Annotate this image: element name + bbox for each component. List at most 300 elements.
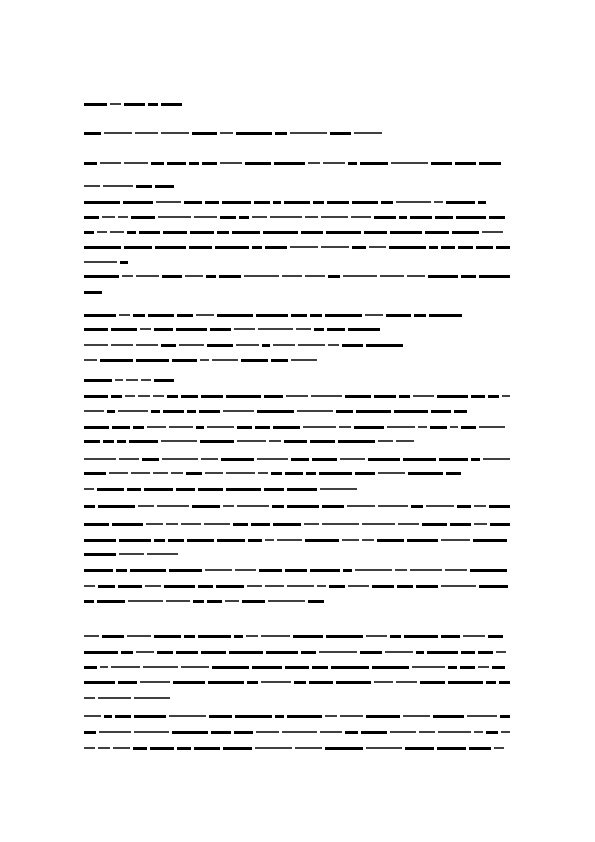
text-word-mark <box>128 600 163 602</box>
text-word-mark <box>441 585 476 587</box>
text-word-mark <box>168 539 184 542</box>
text-word-mark <box>111 344 133 346</box>
text-word-mark <box>482 231 503 233</box>
text-word-mark <box>161 344 176 347</box>
text-word-mark <box>84 344 108 346</box>
text-word-mark <box>184 201 202 204</box>
text-word-mark <box>273 426 300 429</box>
text-word-mark <box>251 523 270 526</box>
text-word-mark <box>217 314 253 317</box>
text-line <box>84 229 510 235</box>
text-line <box>84 312 464 318</box>
text-word-mark <box>84 569 113 572</box>
text-line <box>84 273 510 279</box>
text-word-mark <box>84 395 108 398</box>
text-line <box>84 729 510 735</box>
text-word-mark <box>499 681 510 684</box>
text-word-mark <box>127 635 151 637</box>
text-word-mark <box>119 553 144 555</box>
text-word-mark <box>216 585 244 588</box>
text-word-mark <box>210 328 231 331</box>
text-word-mark <box>285 569 307 572</box>
text-word-mark <box>104 715 112 718</box>
text-word-mark <box>274 162 305 165</box>
text-line <box>84 244 510 250</box>
text-word-mark <box>390 635 401 638</box>
text-word-mark <box>208 681 244 684</box>
text-word-mark <box>310 569 340 572</box>
text-word-mark <box>99 731 131 733</box>
text-word-mark <box>256 731 279 733</box>
text-word-mark <box>265 539 274 541</box>
text-word-mark <box>226 488 261 491</box>
text-word-mark <box>328 344 339 346</box>
text-word-mark <box>407 539 438 542</box>
text-word-mark <box>441 635 460 638</box>
text-word-mark <box>136 275 159 277</box>
text-word-mark <box>120 261 128 264</box>
text-word-mark <box>232 231 260 234</box>
text-word-mark <box>311 395 342 397</box>
text-word-mark <box>234 731 253 734</box>
text-word-mark <box>153 395 164 397</box>
text-word-mark <box>129 440 158 443</box>
text-word-mark <box>486 681 496 684</box>
text-word-mark <box>181 523 201 525</box>
text-word-mark <box>181 666 209 668</box>
text-word-mark <box>326 635 363 638</box>
text-word-mark <box>84 600 94 603</box>
text-word-mark <box>144 488 173 491</box>
text-word-mark <box>323 162 345 164</box>
text-word-mark <box>147 553 178 555</box>
text-word-mark <box>142 458 159 461</box>
text-word-mark <box>201 651 226 654</box>
text-word-mark <box>391 162 428 164</box>
text-word-mark <box>84 359 97 361</box>
text-word-mark <box>157 505 189 507</box>
text-word-mark <box>236 132 272 135</box>
text-word-mark <box>127 488 141 491</box>
text-word-mark <box>378 472 405 474</box>
text-word-mark <box>235 715 272 718</box>
text-word-mark <box>157 651 173 654</box>
text-word-mark <box>124 246 152 249</box>
text-word-mark <box>131 472 150 474</box>
text-word-mark <box>381 201 393 204</box>
text-word-mark <box>84 132 101 135</box>
text-word-mark <box>456 216 486 219</box>
text-word-mark <box>427 651 458 654</box>
text-word-mark <box>478 201 486 204</box>
text-word-mark <box>474 731 483 733</box>
text-word-mark <box>133 426 144 429</box>
text-word-mark <box>84 747 95 749</box>
text-word-mark <box>467 715 497 717</box>
text-word-mark <box>347 505 375 507</box>
text-word-mark <box>312 458 337 461</box>
text-word-mark <box>220 162 242 164</box>
text-word-mark <box>102 635 124 638</box>
text-word-mark <box>273 201 281 204</box>
text-word-mark <box>430 426 447 429</box>
text-word-mark <box>115 379 123 381</box>
text-word-mark <box>154 539 165 542</box>
text-word-mark <box>420 681 445 684</box>
text-word-mark <box>501 731 510 733</box>
text-word-mark <box>261 681 291 683</box>
text-word-mark <box>352 201 378 204</box>
text-word-mark <box>237 505 269 507</box>
text-word-mark <box>84 539 116 542</box>
text-word-mark <box>354 132 382 134</box>
text-word-mark <box>192 505 220 508</box>
text-word-mark <box>217 539 245 542</box>
text-word-mark <box>252 666 282 669</box>
text-word-mark <box>326 231 361 234</box>
text-word-mark <box>84 505 95 508</box>
text-word-mark <box>84 201 120 204</box>
text-line <box>84 183 174 189</box>
text-word-mark <box>263 231 298 234</box>
text-word-mark <box>119 458 139 460</box>
text-word-mark <box>245 162 271 165</box>
text-word-mark <box>198 635 231 638</box>
text-word-mark <box>172 731 208 734</box>
text-word-mark <box>179 344 204 346</box>
text-word-mark <box>84 410 104 412</box>
text-word-mark <box>233 523 248 526</box>
text-word-mark <box>369 246 386 248</box>
text-word-mark <box>320 731 342 733</box>
text-word-mark <box>336 410 353 413</box>
text-word-mark <box>134 715 166 718</box>
text-word-mark <box>262 344 270 347</box>
text-word-mark <box>172 359 197 362</box>
text-word-mark <box>205 569 232 571</box>
text-line <box>84 408 468 414</box>
text-word-mark <box>291 314 307 317</box>
text-word-mark <box>184 635 195 638</box>
text-word-mark <box>98 585 115 588</box>
text-word-mark <box>282 731 317 733</box>
text-line <box>84 745 510 751</box>
text-line <box>84 393 510 399</box>
text-word-mark <box>304 523 319 525</box>
text-word-mark <box>138 395 150 397</box>
text-word-mark <box>445 569 467 571</box>
text-word-mark <box>284 440 307 443</box>
text-word-mark <box>407 275 425 277</box>
text-word-mark <box>140 681 170 683</box>
text-word-mark <box>167 395 178 398</box>
text-word-mark <box>209 715 232 718</box>
text-word-mark <box>470 569 507 572</box>
text-word-mark <box>327 201 349 204</box>
text-word-mark <box>314 328 324 331</box>
text-word-mark <box>84 379 112 382</box>
text-word-mark <box>84 426 109 429</box>
text-word-mark <box>321 246 349 248</box>
text-word-mark <box>471 395 485 398</box>
text-word-mark <box>146 523 163 525</box>
text-word-mark <box>189 246 212 249</box>
text-word-mark <box>431 410 451 413</box>
text-word-mark <box>266 651 298 654</box>
text-word-mark <box>261 635 290 637</box>
text-word-mark <box>143 666 178 668</box>
text-word-mark <box>372 666 409 669</box>
text-word-mark <box>277 539 302 541</box>
text-word-mark <box>489 216 505 219</box>
text-word-mark <box>429 314 462 317</box>
text-word-mark <box>97 488 124 491</box>
text-word-mark <box>403 715 430 717</box>
text-word-mark <box>325 715 337 717</box>
text-word-mark <box>145 585 161 587</box>
text-word-mark <box>156 201 181 203</box>
text-word-mark <box>193 600 204 603</box>
text-word-mark <box>448 666 457 669</box>
text-word-mark <box>287 505 319 508</box>
text-word-mark <box>84 440 100 443</box>
text-word-mark <box>84 635 99 637</box>
text-line <box>84 424 510 430</box>
text-word-mark <box>177 747 191 750</box>
text-word-mark <box>259 569 282 572</box>
text-word-mark <box>220 216 236 219</box>
text-line <box>84 551 178 557</box>
text-word-mark <box>84 715 101 717</box>
text-word-mark <box>133 314 145 317</box>
text-word-mark <box>303 426 336 428</box>
text-word-mark <box>385 651 413 653</box>
text-word-mark <box>194 747 220 750</box>
text-word-mark <box>264 395 283 398</box>
text-line <box>84 357 324 363</box>
text-word-mark <box>118 410 148 412</box>
text-word-mark <box>123 201 153 204</box>
text-word-mark <box>164 585 195 588</box>
text-word-mark <box>84 261 117 263</box>
text-word-mark <box>111 666 140 668</box>
text-word-mark <box>287 715 322 718</box>
text-word-mark <box>102 216 115 218</box>
text-word-mark <box>343 275 377 277</box>
text-word-mark <box>331 666 369 669</box>
text-word-mark <box>492 666 505 669</box>
text-word-mark <box>273 523 301 526</box>
text-word-mark <box>396 201 431 203</box>
text-word-mark <box>204 523 230 525</box>
text-word-mark <box>158 216 191 218</box>
text-word-mark <box>244 275 279 277</box>
text-word-mark <box>254 201 270 204</box>
text-word-mark <box>366 344 403 347</box>
text-word-mark <box>153 472 168 474</box>
text-word-mark <box>154 379 174 382</box>
text-word-mark <box>340 715 363 717</box>
text-word-mark <box>404 635 438 638</box>
text-line <box>84 567 510 573</box>
text-word-mark <box>348 585 369 587</box>
text-line <box>84 503 510 509</box>
text-word-mark <box>405 747 434 750</box>
text-word-mark <box>355 472 375 475</box>
text-word-mark <box>416 585 438 588</box>
text-word-mark <box>461 651 475 654</box>
text-word-mark <box>192 132 217 135</box>
text-word-mark <box>461 275 476 278</box>
text-word-mark <box>196 314 214 316</box>
text-word-mark <box>479 426 505 428</box>
text-word-mark <box>343 569 352 572</box>
text-word-mark <box>125 395 135 397</box>
text-word-mark <box>116 569 127 572</box>
text-word-mark <box>110 231 124 233</box>
text-word-mark <box>310 314 322 317</box>
text-line <box>84 199 486 205</box>
text-word-mark <box>121 651 133 654</box>
text-word-mark <box>84 488 94 490</box>
text-word-mark <box>140 328 151 330</box>
text-line <box>84 101 182 107</box>
text-word-mark <box>435 216 453 219</box>
text-word-mark <box>110 103 121 105</box>
text-word-mark <box>118 216 128 218</box>
text-word-mark <box>296 328 311 330</box>
text-word-mark <box>271 359 288 362</box>
text-word-mark <box>186 472 202 475</box>
text-word-mark <box>155 246 186 249</box>
text-word-mark <box>458 246 473 249</box>
text-word-mark <box>301 231 323 234</box>
text-word-mark <box>220 132 233 134</box>
text-word-mark <box>433 715 464 718</box>
text-word-mark <box>234 328 255 330</box>
text-word-mark <box>474 505 486 507</box>
text-line <box>84 470 466 476</box>
text-word-mark <box>338 440 375 443</box>
text-word-mark <box>97 231 107 233</box>
text-word-mark <box>107 410 115 413</box>
text-word-mark <box>122 275 133 277</box>
text-word-mark <box>330 132 351 135</box>
text-word-mark <box>294 681 306 684</box>
text-word-mark <box>320 488 357 490</box>
text-word-mark <box>441 539 470 541</box>
text-word-mark <box>361 731 387 734</box>
text-word-mark <box>502 395 510 397</box>
text-word-mark <box>162 275 182 278</box>
text-word-mark <box>112 426 130 429</box>
text-word-mark <box>226 395 261 398</box>
text-word-mark <box>148 103 158 106</box>
text-word-mark <box>309 681 333 684</box>
text-word-mark <box>418 426 427 428</box>
text-word-mark <box>239 216 249 219</box>
text-word-mark <box>450 426 458 428</box>
text-word-mark <box>134 697 170 699</box>
text-word-mark <box>410 216 432 219</box>
text-word-mark <box>100 359 133 362</box>
text-word-mark <box>348 162 357 165</box>
text-word-mark <box>291 458 309 461</box>
text-word-mark <box>446 472 461 475</box>
text-word-mark <box>201 395 223 398</box>
text-word-mark <box>133 747 147 750</box>
text-word-mark <box>161 132 189 134</box>
text-word-mark <box>479 275 510 278</box>
text-word-mark <box>291 359 317 361</box>
text-word-mark <box>138 505 154 507</box>
text-word-mark <box>469 747 491 750</box>
text-word-mark <box>275 132 287 135</box>
text-word-mark <box>437 747 466 750</box>
text-word-mark <box>84 666 97 669</box>
text-word-mark <box>255 426 270 429</box>
text-line <box>84 377 174 383</box>
text-word-mark <box>362 523 395 525</box>
text-word-mark <box>217 231 229 234</box>
text-word-mark <box>287 488 317 491</box>
text-word-mark <box>422 523 447 526</box>
text-word-mark <box>219 275 241 278</box>
text-word-mark <box>414 314 426 317</box>
text-word-mark <box>352 246 366 249</box>
text-word-mark <box>185 275 203 277</box>
text-word-mark <box>187 539 214 542</box>
text-word-mark <box>431 162 452 165</box>
text-word-mark <box>166 523 178 525</box>
text-word-mark <box>196 426 204 429</box>
text-word-mark <box>131 216 155 219</box>
text-word-mark <box>241 359 268 362</box>
text-word-mark <box>496 246 510 249</box>
text-word-mark <box>162 458 198 460</box>
text-word-mark <box>488 395 499 398</box>
text-word-mark <box>141 379 151 381</box>
text-word-mark <box>135 132 158 134</box>
text-word-mark <box>342 344 363 347</box>
text-line <box>84 326 384 332</box>
text-word-mark <box>413 395 434 397</box>
text-word-mark <box>169 715 206 717</box>
text-line <box>84 342 406 348</box>
text-word-mark <box>84 103 107 106</box>
text-word-mark <box>166 600 190 602</box>
text-word-mark <box>202 162 217 165</box>
text-word-mark <box>226 472 255 474</box>
text-word-mark <box>176 651 198 654</box>
text-word-mark <box>100 666 108 668</box>
text-word-mark <box>84 523 109 526</box>
text-line <box>84 679 510 685</box>
text-word-mark <box>312 666 328 669</box>
text-word-mark <box>84 216 99 219</box>
text-word-mark <box>378 505 408 507</box>
text-word-mark <box>256 314 288 317</box>
text-word-mark <box>454 410 467 413</box>
text-word-mark <box>126 379 138 381</box>
text-word-mark <box>134 731 169 733</box>
text-word-mark <box>173 681 205 684</box>
text-word-mark <box>285 472 303 475</box>
text-word-mark <box>434 201 443 203</box>
text-word-mark <box>98 505 135 508</box>
text-word-mark <box>339 426 351 428</box>
text-word-mark <box>118 585 142 588</box>
